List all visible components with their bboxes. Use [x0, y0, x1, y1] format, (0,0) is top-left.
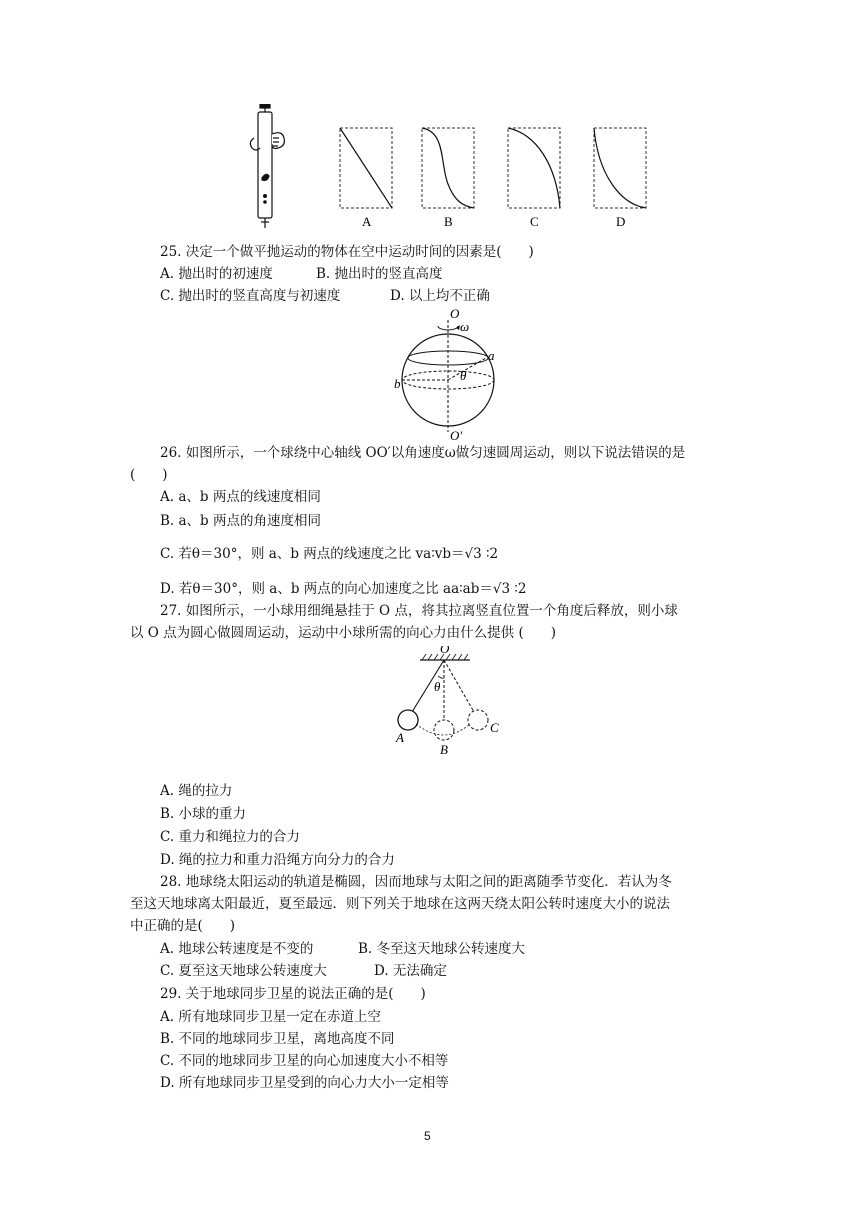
q25-option-c: C. 抛出时的竖直高度与初速度: [160, 288, 341, 304]
q27-option-c: C. 重力和绳拉力的合力: [160, 829, 300, 845]
q28-option-b: B. 冬至这天地球公转速度大: [358, 941, 526, 957]
pendulum-label-b: B: [440, 742, 448, 757]
graph-a: [340, 128, 392, 208]
q29-option-a: A. 所有地球同步卫星一定在赤道上空: [160, 1009, 381, 1025]
q25-option-d: D. 以上均不正确: [390, 288, 490, 304]
q25-stem: 25. 决定一个做平抛运动的物体在空中运动时间的因素是( ): [160, 244, 534, 260]
tube-and-graphs-figure: [240, 104, 660, 232]
q27-stem-line2: 以 O 点为圆心做圆周运动，运动中小球所需的向心力由什么提供 ( ): [130, 625, 556, 641]
q28-option-d: D. 无法确定: [374, 963, 447, 979]
q28-stem-line1: 28. 地球绕太阳运动的轨道是椭圆，因而地球与太阳之间的距离随季节变化．若认为冬: [160, 874, 672, 890]
pendulum-label-o: O: [440, 646, 450, 656]
q29-stem: 29. 关于地球同步卫星的说法正确的是( ): [160, 986, 426, 1002]
q26-stem-line2: ( ): [130, 467, 168, 483]
q25-option-b: B. 抛出时的竖直高度: [316, 266, 443, 282]
graph-label-d: D: [616, 214, 626, 229]
q27-option-d: D. 绳的拉力和重力沿绳方向分力的合力: [160, 852, 395, 868]
feather-tube-illustration: [250, 104, 284, 228]
graph-label-a: A: [362, 214, 372, 229]
page-number: 5: [424, 1129, 431, 1143]
pendulum-figure: [390, 646, 510, 758]
rotating-sphere-figure: [390, 308, 510, 442]
q28-stem-line3: 中正确的是( ): [130, 918, 236, 934]
q26-stem-line1: 26. 如图所示，一个球绕中心轴线 OO′以角速度ω做匀速圆周运动，则以下说法错误的是: [160, 445, 686, 461]
q29-option-d: D. 所有地球同步卫星受到的向心力大小一定相等: [160, 1075, 449, 1091]
q27-option-b: B. 小球的重力: [160, 806, 247, 822]
pendulum-label-c: C: [490, 720, 499, 735]
q29-option-c: C. 不同的地球同步卫星的向心加速度大小不相等: [160, 1053, 449, 1069]
pendulum-label-theta: θ: [434, 679, 441, 694]
sphere-label-o-prime: O′: [450, 428, 463, 442]
q26-option-c: C. 若θ＝30°，则 a、b 两点的线速度之比 va∶vb＝√3 ∶2: [160, 546, 499, 562]
q26-option-d: D. 若θ＝30°，则 a、b 两点的向心加速度之比 aa∶ab＝√3 ∶2: [160, 581, 527, 597]
graph-label-b: B: [444, 214, 453, 229]
q26-option-b: B. a、b 两点的角速度相同: [160, 513, 321, 529]
q27-option-a: A. 绳的拉力: [160, 783, 233, 799]
graph-b: [422, 128, 474, 208]
q27-stem-line1: 27. 如图所示，一小球用细绳悬挂于 O 点，将其拉离竖直位置一个角度后释放，则小球: [160, 603, 678, 619]
q29-option-b: B. 不同的地球同步卫星，离地高度不同: [160, 1031, 395, 1047]
q28-stem-line2: 至这天地球离太阳最近，夏至最远．则下列关于地球在这两天绕太阳公转时速度大小的说法: [130, 896, 670, 912]
graph-d: [594, 128, 646, 208]
graph-c: [508, 128, 560, 208]
sphere-label-theta: θ: [460, 368, 467, 383]
sphere-label-b: b: [394, 376, 401, 391]
q28-option-c: C. 夏至这天地球公转速度大: [160, 963, 327, 979]
sphere-label-a: a: [488, 348, 495, 363]
q26-option-a: A. a、b 两点的线速度相同: [160, 489, 321, 505]
graph-label-c: C: [530, 214, 539, 229]
q25-option-a: A. 抛出时的初速度: [160, 266, 273, 282]
sphere-label-o: O: [450, 308, 460, 321]
pendulum-label-a: A: [396, 730, 404, 745]
q28-option-a: A. 地球公转速度是不变的: [160, 941, 314, 957]
sphere-label-omega: ω: [460, 319, 470, 334]
